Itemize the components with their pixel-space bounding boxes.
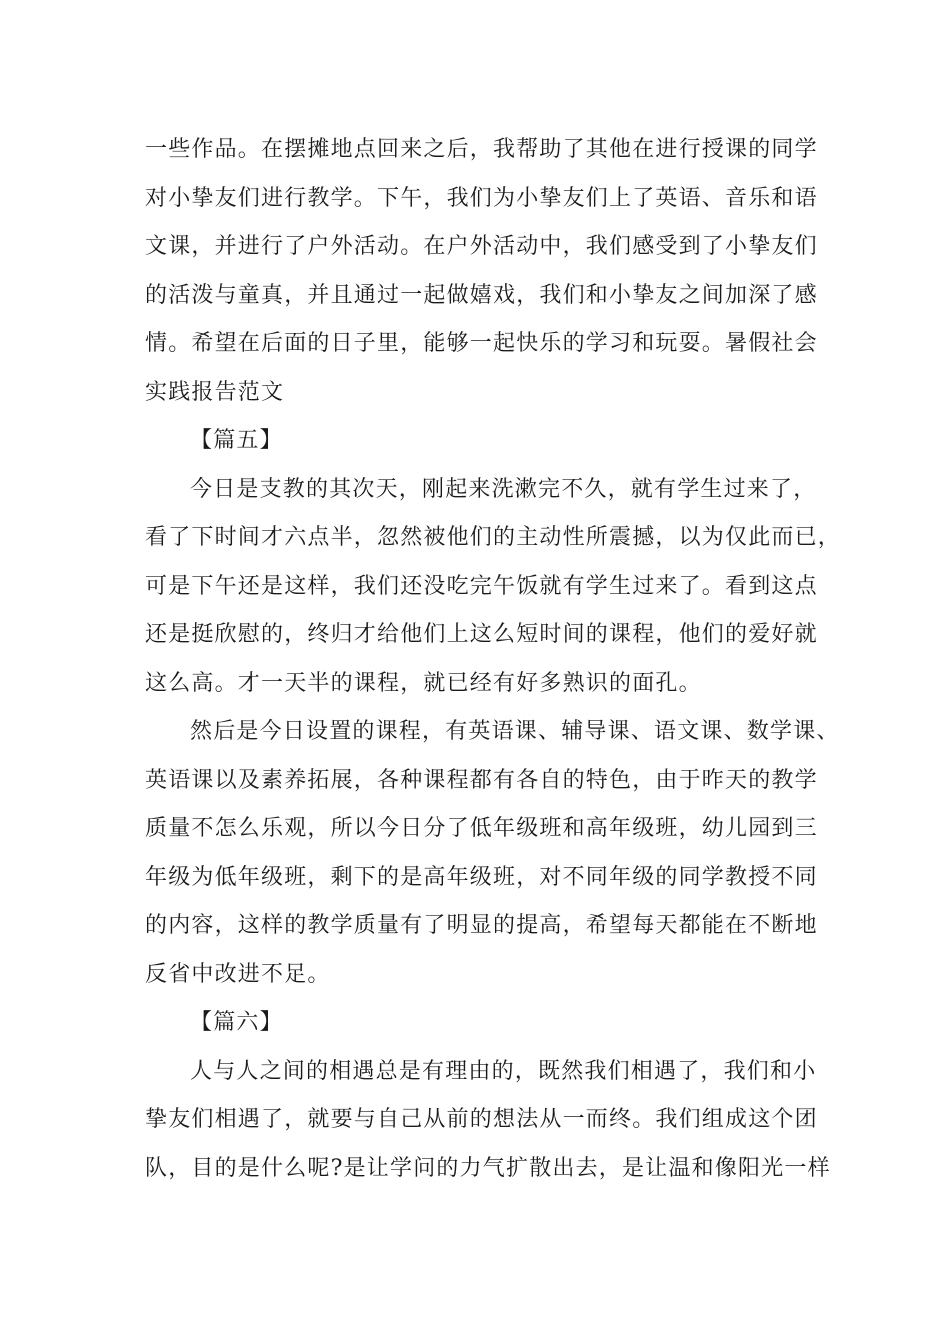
text-line: 质量不怎么乐观，所以今日分了低年级班和高年级班，幼儿园到三 bbox=[145, 816, 818, 841]
text-line: 的活泼与童真，并且通过一起做嬉戏，我们和小挚友之间加深了感 bbox=[145, 282, 818, 308]
text-line: 实践报告范文 bbox=[145, 379, 285, 405]
text-line: 还是挺欣慰的，终归才给他们上这么短时间的课程，他们的爱好就 bbox=[145, 622, 818, 647]
section-heading: 【篇五】 bbox=[190, 428, 283, 453]
paragraph-first-line: 然后是今日设置的课程，有英语课、辅导课、语文课、数学课、 bbox=[190, 719, 840, 744]
section-heading: 【篇六】 bbox=[190, 1010, 283, 1035]
text-line: 一些作品。在摆摊地点回来之后，我帮助了其他在进行授课的同学 bbox=[145, 137, 818, 162]
text-line: 的内容，这样的教学质量有了明显的提高，希望每天都能在不断地 bbox=[145, 913, 818, 938]
text-line: 对小挚友们进行教学。下午，我们为小挚友们上了英语、音乐和语 bbox=[145, 185, 818, 211]
text-line: 这么高。才一天半的课程，就已经有好多熟识的面孔。 bbox=[145, 670, 702, 696]
text-line: 情。希望在后面的日子里，能够一起快乐的学习和玩耍。暑假社会 bbox=[145, 331, 818, 356]
text-line: 挚友们相遇了，就要与自己从前的想法从一而终。我们组成这个团 bbox=[145, 1107, 818, 1132]
text-line: 队，目的是什么呢?是让学问的力气扩散出去，是让温和像阳光一样 bbox=[145, 1155, 831, 1181]
paragraph-first-line: 今日是支教的其次天，刚起来洗漱完不久，就有学生过来了， bbox=[190, 476, 817, 502]
paragraph-first-line: 人与人之间的相遇总是有理由的，既然我们相遇了，我们和小 bbox=[190, 1058, 817, 1084]
document-body bbox=[145, 126, 842, 1193]
text-line: 可是下午还是这样，我们还没吃完午饭就有学生过来了。看到这点 bbox=[145, 573, 818, 599]
text-line: 年级为低年级班，剩下的是高年级班，对不同年级的同学教授不同 bbox=[145, 864, 818, 890]
text-line: 英语课以及素养拓展，各种课程都有各自的特色，由于昨天的教学 bbox=[145, 767, 818, 793]
text-line: 反省中改进不足。 bbox=[145, 961, 331, 987]
text-line: 文课，并进行了户外活动。在户外活动中，我们感受到了小挚友们 bbox=[145, 234, 818, 259]
text-line: 看了下时间才六点半，忽然被他们的主动性所震撼，以为仅此而已， bbox=[145, 525, 842, 550]
